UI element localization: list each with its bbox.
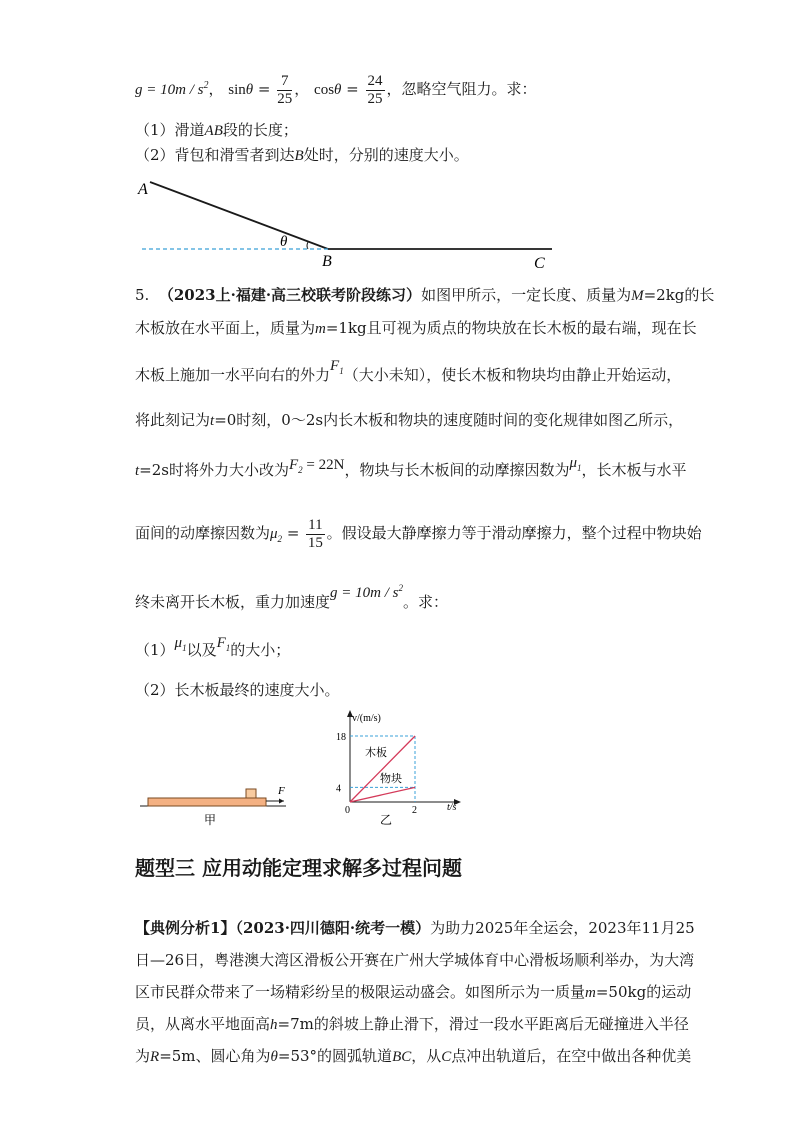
y-tick-label: 4 bbox=[336, 783, 341, 795]
figure-yi-chart bbox=[325, 706, 475, 826]
q5-line-7: 终未离开长木板，重力加速度$g = 10m / s^2$。求： bbox=[135, 583, 448, 611]
caption-jia: 甲 bbox=[204, 813, 217, 827]
x-tick-label: 2 bbox=[412, 805, 417, 816]
q5-line-6: 面间的动摩擦因数为$\mu_2$ = $\frac{11}{15}$ 。假设最大静摩擦力等于滑动摩擦力，整个过程中物块始 bbox=[135, 516, 702, 551]
example-line-4: 员，从离水平地面高h=7m的斜坡上静止滑下，滑过一段水平距离后无碰撞进入半径 bbox=[135, 1015, 689, 1033]
cos-fraction: $\frac{24}{25}$ bbox=[367, 72, 383, 107]
q5-source: （2023上·福建·高三校联考阶段练习） bbox=[158, 286, 422, 304]
g-value-2: $g = 10m / s^2$ bbox=[330, 583, 403, 601]
section-heading: 题型三 应用动能定理求解多过程问题 bbox=[135, 856, 462, 880]
f2-symbol: $F_2 = 22N$ bbox=[288, 457, 345, 475]
q4-item-2: （2）背包和滑雪者到达B处时，分别的速度大小。 bbox=[135, 146, 469, 164]
example-tag: 【典例分析1】 bbox=[135, 919, 236, 937]
mu2-symbol: $\mu_2$ bbox=[270, 526, 283, 544]
example-line-1: 【典例分析1】（2023·四川德阳·统考一模）为助力2025年全运会，2023年11月25 bbox=[135, 919, 695, 937]
q5-line-3: 木板上施加一水平向右的外力$F_1$（大小未知），使长木板和物块均由静止开始运动， bbox=[135, 358, 682, 384]
q5-line-1: 5. （2023上·福建·高三校联考阶段练习）如图甲所示，一定长度、质量为M=2kg的长 bbox=[135, 286, 715, 304]
caption-yi: 乙 bbox=[380, 813, 393, 826]
q5-line-5: t=2s时将外力大小改为$F_2 = 22N$，物块与长木板间的动摩擦因数为$\mu_1$，长木板与水平 bbox=[135, 455, 687, 479]
figure-jia bbox=[138, 780, 298, 828]
q5-item-1: $(1)\mu_1$以及$F_1$的大小； bbox=[135, 635, 291, 659]
y-tick-label: 18 bbox=[336, 732, 346, 743]
example-source: （2023·四川德阳·统考一模） bbox=[235, 919, 431, 937]
long-board bbox=[148, 798, 266, 806]
g-value: $g = 10m / s^2$ bbox=[135, 80, 209, 98]
label-b: B bbox=[322, 253, 332, 270]
f1-symbol: $F_1$ bbox=[330, 358, 344, 376]
series-line-block bbox=[350, 787, 415, 802]
example-line-2: 日—26日，粤港澳大湾区滑板公开赛在广州大学城体育中心滑板场顺利举办，为大湾 bbox=[135, 951, 695, 969]
mu2-fraction: $\frac{11}{15}$ bbox=[307, 516, 323, 551]
small-block bbox=[246, 789, 256, 798]
force-label: F bbox=[278, 785, 285, 797]
q5-line-4: 将此刻记为t=0时刻，0～2s内长木板和物块的速度随时间的变化规律如图乙所示， bbox=[135, 411, 684, 429]
theta-symbol: θ bbox=[245, 82, 254, 98]
q4-item-1: （1）滑道AB段的长度； bbox=[135, 121, 298, 139]
board-series-label: 木板 bbox=[365, 747, 387, 759]
force-arrow-head bbox=[279, 799, 284, 804]
example-line-5: 为R=5m、圆心角为θ=53°的圆弧轨道BC，从C点冲出轨道后，在空中做出各种优美 bbox=[135, 1047, 692, 1065]
sin-label: sin bbox=[228, 82, 246, 98]
q4-tail-text: ，忽略空气阻力。求： bbox=[386, 80, 537, 98]
mu1-symbol: $\mu_1$ bbox=[569, 455, 582, 473]
example-line-3: 区市民群众带来了一场精彩纷呈的极限运动盛会。如图所示为一质量m=50kg的运动 bbox=[135, 983, 692, 1001]
label-theta: θ bbox=[280, 234, 288, 250]
sin-fraction: $\frac{7}{25}$ bbox=[277, 72, 293, 107]
cos-label: cos bbox=[314, 82, 335, 98]
label-a: A bbox=[138, 181, 148, 198]
q5-item-2: （2）长木板最终的速度大小。 bbox=[135, 681, 340, 699]
slope-line-ab bbox=[150, 182, 328, 249]
y-axis-label: v/(m/s) bbox=[352, 713, 381, 724]
label-c: C bbox=[534, 255, 545, 272]
angle-arc bbox=[307, 242, 308, 249]
x-axis-label: t/s bbox=[447, 802, 457, 813]
series-line-board bbox=[350, 736, 415, 802]
q5-line-2: 木板放在水平面上，质量为m=1kg且可视为质点的物块放在长木板的最右端，现在长 bbox=[135, 319, 697, 337]
origin-label: 0 bbox=[345, 805, 350, 816]
theta-symbol: θ bbox=[334, 82, 342, 98]
slope-figure bbox=[130, 172, 570, 272]
q4-given-values: $g = 10m / s^2$， sinθ = $\frac{7}{25}$ ， cosθ = $\frac{24}{25}$ ，忽略空气阻力。求： bbox=[135, 72, 537, 107]
block-series-label: 物块 bbox=[380, 773, 402, 785]
